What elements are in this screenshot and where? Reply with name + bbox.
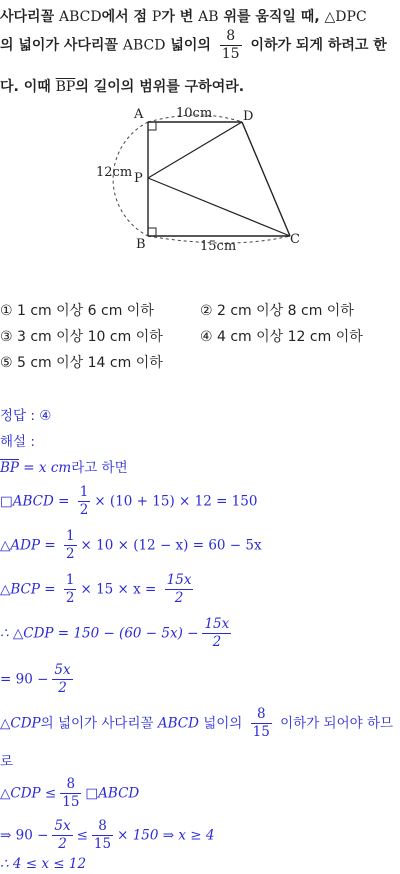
choice-1[interactable]: ① 1 cm 이상 6 cm 이하 [0, 303, 154, 319]
segment-bp: $\overline{BP}$ [55, 79, 76, 95]
fraction-1-2: $\frac{1}{2}$ [79, 484, 89, 518]
step-4: △BCP = $\frac{1}{2}$ × 15 × x = $\frac{15x}{2}$ [0, 572, 192, 606]
trapezoid-name: ABCD [58, 9, 102, 25]
fraction-5x-2: $\frac{5x}{2}$ [54, 662, 71, 696]
label-a: A [134, 107, 144, 122]
fraction-8-15: $\frac{8}{15}$ [62, 776, 80, 810]
step-11: ∴ 4 ≤ x ≤ 12 [0, 856, 87, 872]
question-text: 다. 이때 [0, 79, 51, 95]
question-text: 이하가 되게 하려고 한 [250, 37, 387, 54]
trapezoid-figure [90, 100, 320, 260]
label-10cm: 10cm [176, 106, 213, 121]
question-line-3 [0, 76, 244, 96]
right-angle-b [148, 228, 156, 236]
choice-3[interactable]: ③ 3 cm 이상 10 cm 이하 [0, 329, 163, 345]
step-6: = 90 − $\frac{5x}{2}$ [0, 662, 71, 696]
step-10: ⇒ 90 − $\frac{5x}{2}$ ≤ $\frac{8}{15}$ × 150 ⇒ x ≥ 4 [0, 818, 215, 852]
choice-5[interactable]: ⑤ 5 cm 이상 14 cm 이하 [0, 355, 163, 371]
segment-pd [148, 122, 242, 178]
label-12cm: 12cm [96, 165, 133, 180]
label-d: D [243, 109, 254, 124]
question-text: 에서 점 [101, 9, 148, 25]
step-7: △CDP의 넓이가 사다리꼴 ABCD 넓이의 $\frac{8}{15}$ 이하가 되어야 하므 [0, 706, 394, 740]
choice-2[interactable]: ② 2 cm 이상 8 cm 이하 [200, 303, 354, 319]
right-angle-a [148, 122, 156, 130]
fraction-5x-2: $\frac{5x}{2}$ [54, 818, 71, 852]
fraction-8-15: $\frac{8}{15}$ [252, 706, 270, 740]
fraction-15x-2: $\frac{15x}{2}$ [166, 572, 192, 606]
step-3: △ADP = $\frac{1}{2}$ × 10 × (12 − x) = 60 − 5x [0, 528, 262, 562]
question-text: 가 변 [161, 9, 194, 25]
fraction-8-15: $\frac{8}{15}$ [93, 818, 112, 852]
step-1: $\overline{BP} = x$ cm라고 하면 [0, 460, 128, 476]
triangle-name: △DPC [324, 9, 367, 25]
label-15cm: 15cm [200, 239, 237, 254]
question-text: 위를 움직일 때, [223, 9, 320, 25]
fraction-8-15: $\frac{8}{15}$ [221, 28, 240, 62]
question-text: 의 길이의 범위를 구하여라. [75, 79, 245, 95]
fraction-15x-2: $\frac{15x}{2}$ [204, 616, 230, 650]
label-c: C [290, 232, 300, 247]
side-name: AB [198, 9, 219, 25]
question-text: 넓이의 [170, 37, 211, 54]
point-name: P [151, 9, 162, 25]
step-5: ∴ △CDP = 150 − (60 − 5x) − $\frac{15x}{2}$ [0, 616, 230, 650]
label-p: P [134, 171, 143, 186]
step-9: △CDP ≤ $\frac{8}{15}$ □ABCD [0, 776, 140, 810]
question-line-1 [0, 6, 367, 26]
question-text: 의 넓이가 사다리꼴 [0, 37, 118, 54]
question-line-2 [0, 28, 387, 63]
step-8: 로 [0, 754, 14, 770]
explanation-heading: 해설 : [0, 434, 35, 450]
answer: 정답 : ④ [0, 408, 52, 424]
fraction-1-2: $\frac{1}{2}$ [65, 572, 75, 606]
choice-4[interactable]: ④ 4 cm 이상 12 cm 이하 [200, 329, 363, 345]
fraction-1-2: $\frac{1}{2}$ [65, 528, 75, 562]
label-b: B [136, 237, 146, 252]
step-2: □ABCD = $\frac{1}{2}$ × (10 + 15) × 12 = 150 [0, 484, 258, 518]
trapezoid-name: ABCD [122, 37, 166, 54]
question-text: 사다리꼴 [0, 9, 55, 25]
